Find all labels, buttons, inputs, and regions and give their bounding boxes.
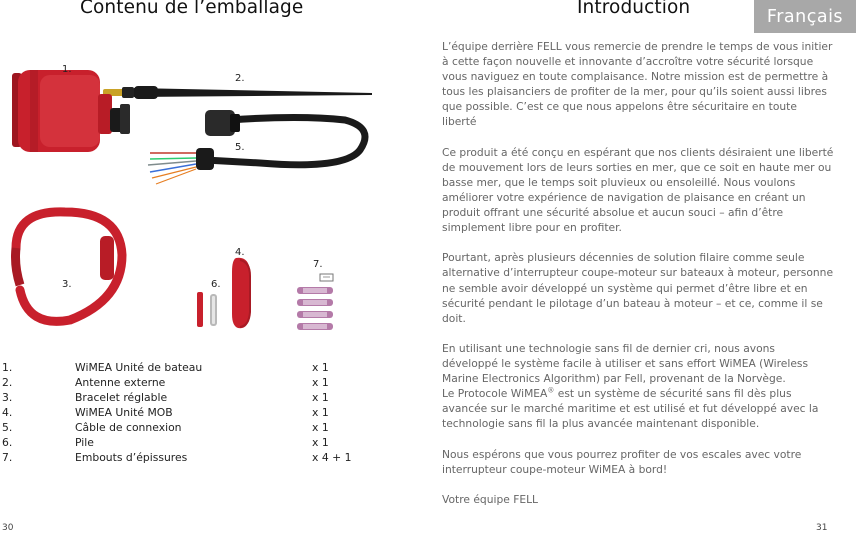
item-name: Câble de connexion bbox=[75, 421, 182, 434]
intro-paragraph-3: Pourtant, après plusieurs décennies de solution filaire comme seule alternative d’interrupteur coupe-moteur sur bateaux à moteur, personne ne semble avoir développé un système qui permet d’être libre et en sécurité pendant le pilotage d’un bateau à moteur – et ce, comme il se doit. bbox=[442, 251, 834, 325]
contents-row bbox=[0, 421, 428, 436]
item-number: 7. bbox=[2, 451, 13, 464]
item-quantity: x 1 bbox=[312, 391, 329, 404]
item-number: 6. bbox=[2, 436, 13, 449]
page-number-left: 30 bbox=[2, 523, 14, 533]
item-quantity: x 1 bbox=[312, 361, 329, 374]
intro-signature: Votre équipe FELL bbox=[442, 492, 539, 506]
intro-paragraph-2: Ce produit a été conçu en espérant que nos clients désiraient une liberté de mouvement lors de leurs sorties en mer, que ce soit en haute mer ou basse mer, que le temps soit pluvieux ou ensoleillé. Nous voulons améliorer votre expérience de navigation de plaisance en créant un produit offrant une sécurité absolue et aucun souci – afin d’être simplement libre pour en profiter. bbox=[442, 145, 834, 235]
contents-row bbox=[0, 436, 428, 451]
right-page bbox=[428, 0, 856, 536]
item-name: Pile bbox=[75, 436, 94, 449]
item-number: 1. bbox=[2, 361, 13, 374]
intro-paragraph-5 bbox=[442, 386, 834, 431]
item-name: Embouts d’épissures bbox=[75, 451, 188, 464]
page-number-right: 31 bbox=[816, 523, 828, 533]
adjustable-bracelet bbox=[16, 212, 123, 321]
contents-row bbox=[0, 391, 428, 406]
item-number: 2. bbox=[2, 376, 13, 389]
contents-row bbox=[0, 451, 428, 466]
mob-unit bbox=[232, 258, 250, 328]
splice-ends bbox=[297, 274, 333, 330]
illus-label-6: 6. bbox=[211, 279, 221, 290]
item-number: 5. bbox=[2, 421, 13, 434]
connection-cable bbox=[148, 110, 365, 184]
language-tab: Français bbox=[754, 0, 856, 33]
item-name: Bracelet réglable bbox=[75, 391, 168, 404]
intro-paragraph-1: L’équipe derrière FELL vous remercie de prendre le temps de vous initier à cette façon nouvelle et innovante d’accroître votre sécurité lorsque vous naviguez en toute complaisance. Notre mission est de permettre à tous les plaisanciers de profiter de la mer, pour qu’ils soient aussi libres que possible. C’est ce que nous appelons être sécuritaire en toute liberté bbox=[442, 40, 833, 129]
intro-paragraph-4: En utilisant une technologie sans fil de dernier cri, nous avons développé le système facile à utiliser et sans effort WiMEA (Wireless Marine Electronics Algorithm) par Fell, provenant de la Norvège. bbox=[442, 341, 809, 386]
item-quantity: x 1 bbox=[312, 406, 329, 419]
battery bbox=[197, 292, 217, 327]
protocol-description: est un système de sécurité sans fil dès plus avancée sur le marché maritime et est utilisé et fut développé avec la technologie sans fil la plus avancée maintenant disponible. bbox=[442, 387, 819, 431]
illus-label-1: 1. bbox=[62, 64, 72, 75]
illus-label-7: 7. bbox=[313, 259, 323, 270]
illus-label-3: 3. bbox=[62, 279, 72, 290]
item-quantity: x 1 bbox=[312, 436, 329, 449]
protocol-name: Le Protocole WiMEA bbox=[442, 387, 548, 401]
intro-title: Introduction bbox=[577, 0, 691, 18]
boat-unit bbox=[12, 70, 130, 152]
intro-paragraph-6: Nous espérons que vous pourrez profiter de vos escales avec votre interrupteur coupe-moteur WiMEA à bord! bbox=[442, 447, 802, 476]
illus-label-4: 4. bbox=[235, 247, 245, 258]
contents-title: Contenu de l’emballage bbox=[80, 0, 304, 18]
item-quantity: x 4 + 1 bbox=[312, 451, 352, 464]
item-quantity: x 1 bbox=[312, 421, 329, 434]
illus-label-5: 5. bbox=[235, 142, 245, 153]
external-antenna bbox=[103, 86, 372, 99]
intro-text bbox=[442, 39, 834, 522]
item-number: 4. bbox=[2, 406, 13, 419]
contents-row bbox=[0, 376, 428, 391]
item-quantity: x 1 bbox=[312, 376, 329, 389]
item-name: WiMEA Unité MOB bbox=[75, 406, 173, 419]
contents-list bbox=[0, 361, 428, 466]
item-name: WiMEA Unité de bateau bbox=[75, 361, 203, 374]
item-name: Antenne externe bbox=[75, 376, 166, 389]
item-number: 3. bbox=[2, 391, 13, 404]
package-contents-illustration bbox=[0, 0, 428, 350]
registered-mark: ® bbox=[547, 386, 555, 395]
illus-label-2: 2. bbox=[235, 73, 245, 84]
contents-row bbox=[0, 361, 428, 376]
contents-row bbox=[0, 406, 428, 421]
